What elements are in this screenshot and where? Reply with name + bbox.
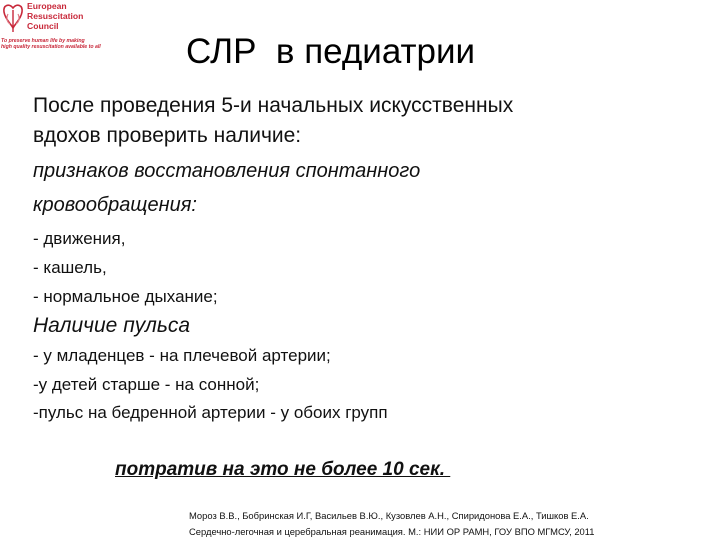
- pulse-heading: Наличие пульса: [33, 314, 191, 337]
- heart-lungs-icon: [2, 2, 24, 38]
- logo-word-3: Council: [27, 21, 59, 31]
- time-limit-note: потратив на это не более 10 сек.: [115, 459, 451, 480]
- reference: [189, 508, 594, 540]
- slide-title: СЛР в педиатрии: [186, 32, 476, 71]
- intro-line-1: После проведения 5-и начальных искусственных: [33, 94, 514, 117]
- sign-item-cough: - кашель,: [33, 258, 107, 277]
- logo-word-2: Resuscitation: [27, 11, 84, 21]
- sign-item-movement: - движения,: [33, 229, 126, 248]
- reference-authors: Мороз В.В., Бобринская И.Г, Васильев В.Ю., Кузовлев А.Н., Спиридонова Е.А., Тишков Е.А.: [189, 510, 589, 521]
- pulse-item-older: -у детей старше - на сонной;: [33, 375, 260, 394]
- logo-word-1: European: [27, 1, 67, 11]
- reference-source: Сердечно-легочная и церебральная реанимация. М.: НИИ ОР РАМН, ГОУ ВПО МГМСУ, 2011: [189, 526, 595, 537]
- pulse-item-infants: - у младенцев - на плечевой артерии;: [33, 346, 331, 365]
- erc-logo: [0, 0, 122, 52]
- intro-line-2: вдохов проверить наличие:: [33, 124, 302, 147]
- logo-tagline-2: high quality resuscitation available to all: [1, 44, 101, 51]
- signs-line-1: признаков восстановления спонтанного: [33, 160, 421, 182]
- sign-item-breathing: - нормальное дыхание;: [33, 287, 218, 306]
- pulse-item-femoral: -пульс на бедренной артерии - у обоих групп: [33, 403, 388, 422]
- logo-tagline-1: To preserve human life by making: [1, 38, 85, 44]
- signs-line-2: кровообращения:: [33, 194, 197, 216]
